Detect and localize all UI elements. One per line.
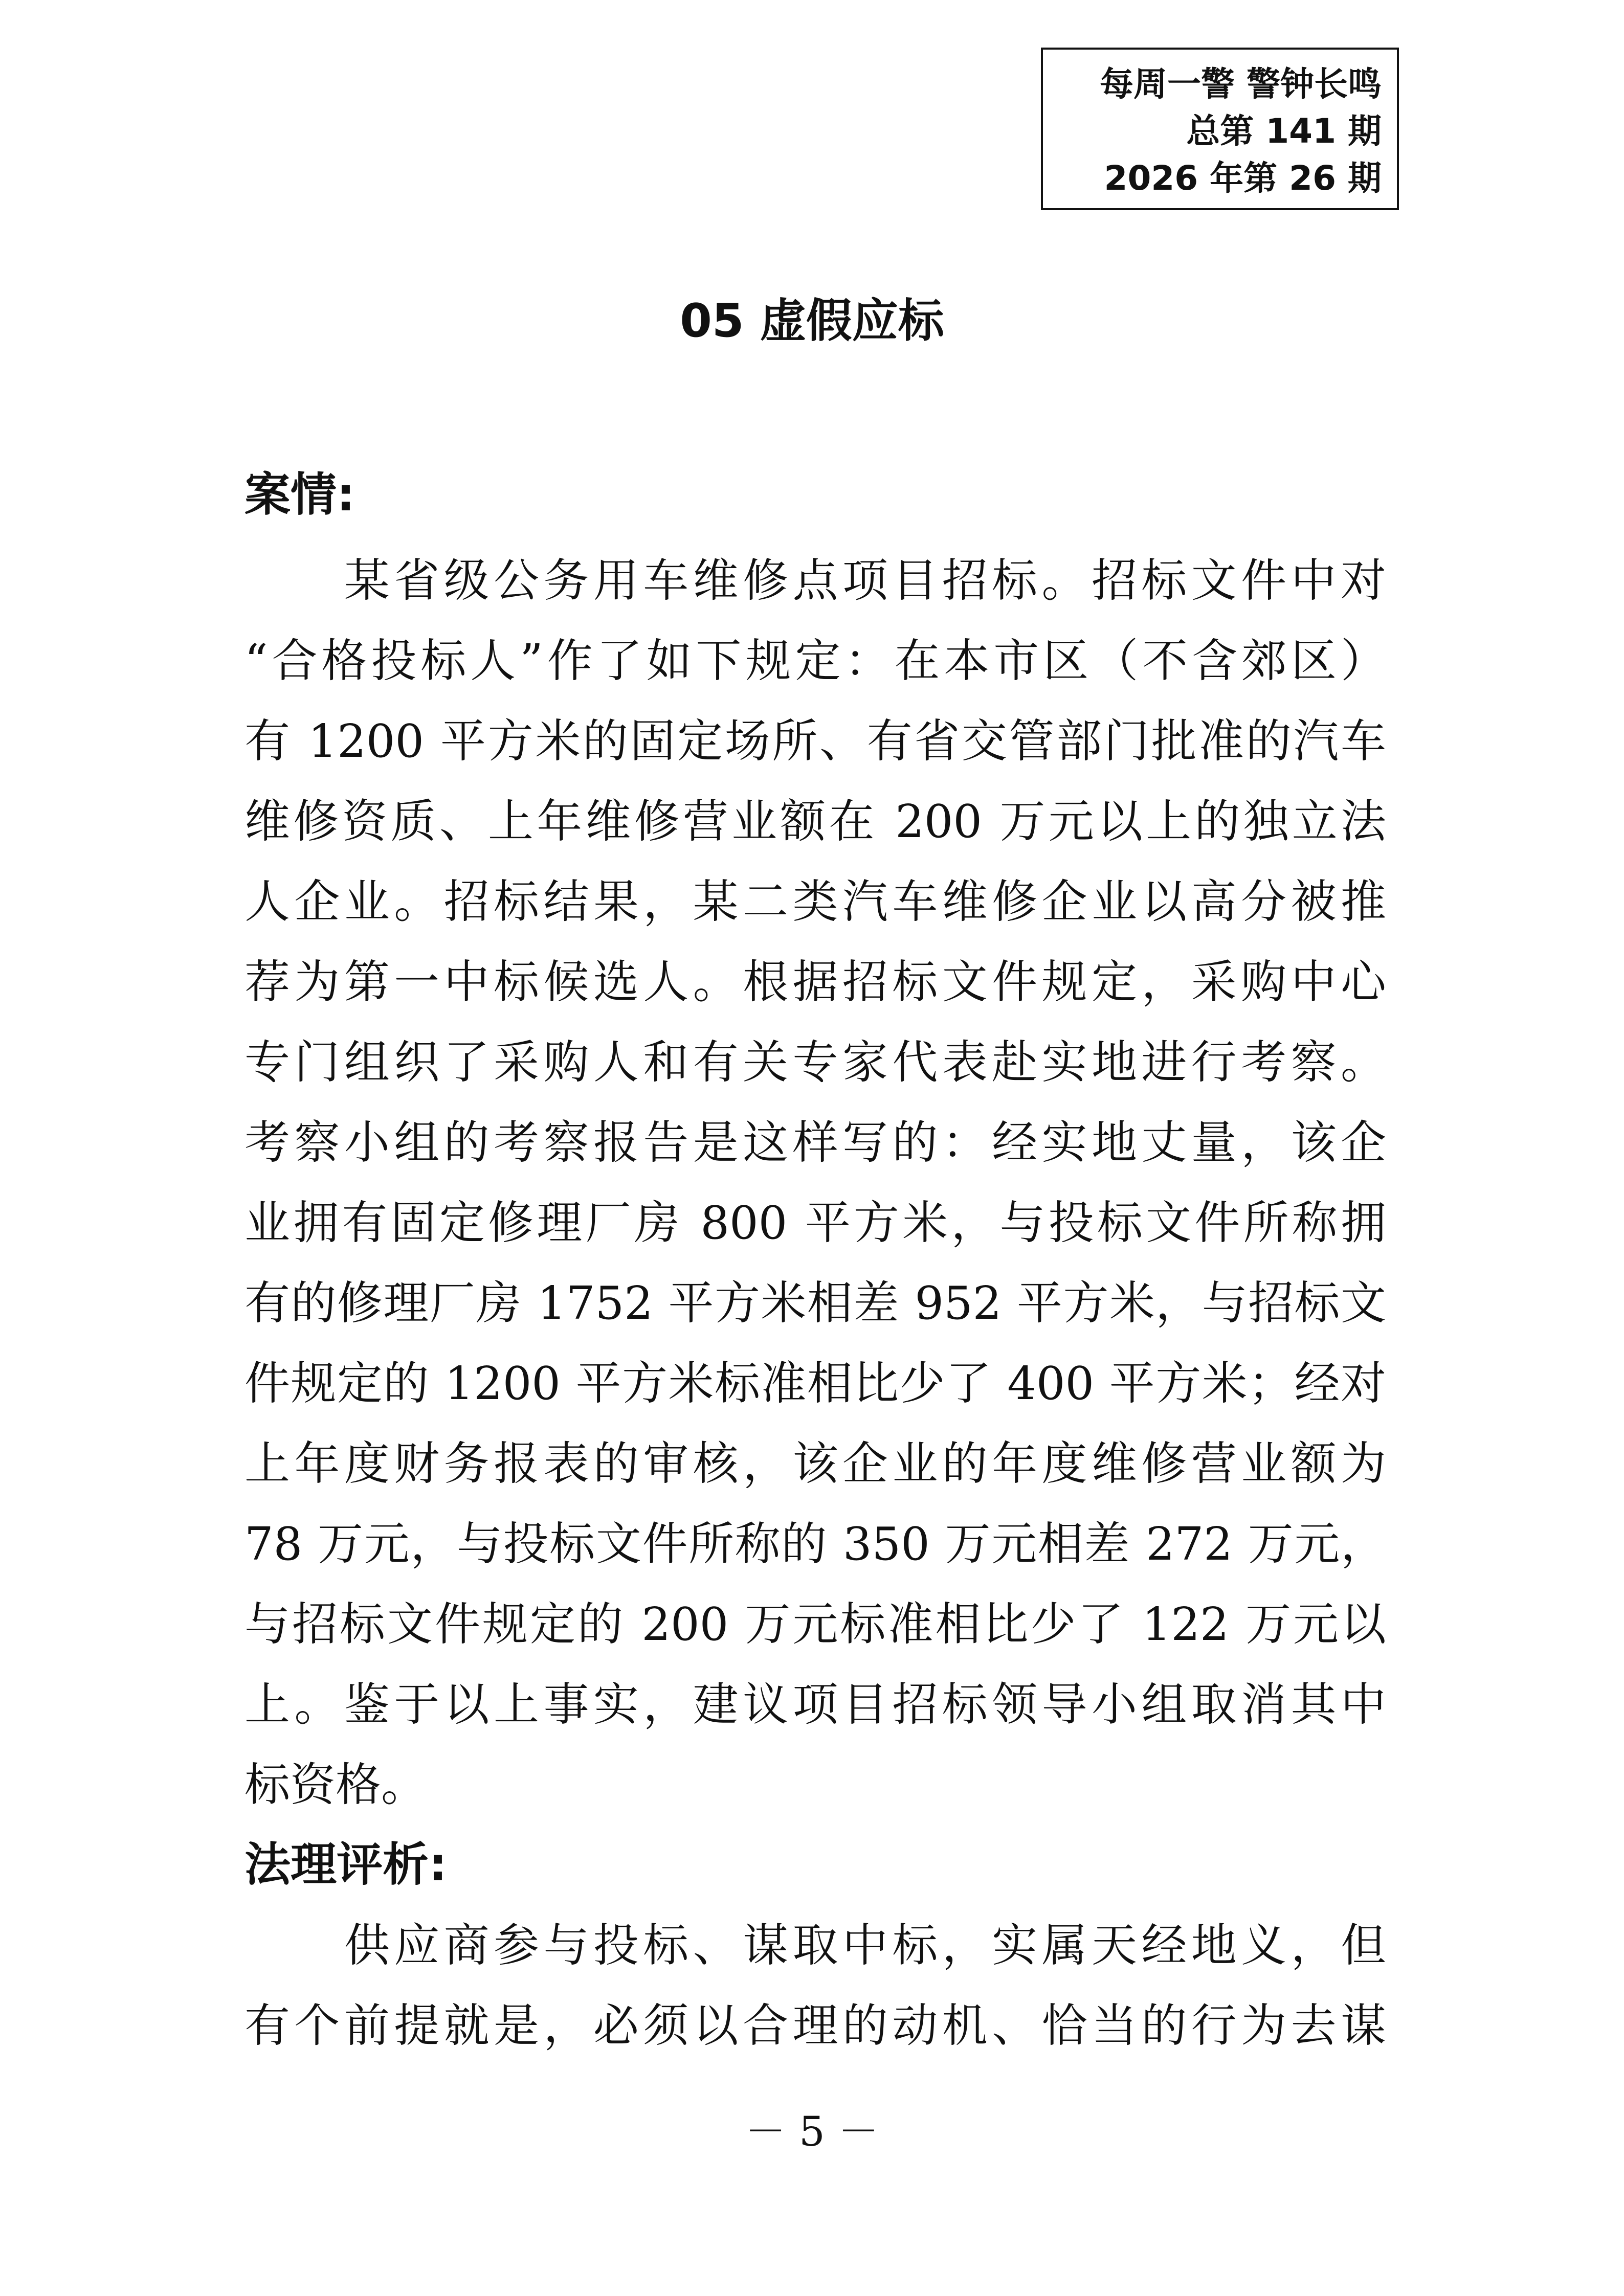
case-line: 业拥有固定修理厂房 800 平方米，与投标文件所称拥	[244, 1196, 1386, 1249]
page-number: － 5 －	[745, 2108, 879, 2155]
case-line: 考察小组的考察报告是这样写的：经实地丈量，该企	[244, 1116, 1386, 1169]
issue-info-box	[1041, 48, 1399, 210]
analysis-line: 供应商参与投标、谋取中标，实属天经地义，但	[244, 1919, 1386, 1972]
case-line: 上。鉴于以上事实，建议项目招标领导小组取消其中	[244, 1678, 1386, 1731]
total-issue-label: 总第 141 期	[1186, 111, 1382, 151]
case-line: 维修资质、上年维修营业额在 200 万元以上的独立法	[244, 795, 1386, 848]
case-line: 有的修理厂房 1752 平方米相差 952 平方米，与招标文	[244, 1276, 1386, 1330]
case-line: “合格投标人”作了如下规定：在本市区（不含郊区）	[244, 634, 1386, 687]
analysis-line: 有个前提就是，必须以合理的动机、恰当的行为去谋	[244, 1999, 1386, 2052]
article-title: 05 虚假应标	[680, 294, 944, 348]
case-heading: 案情:	[244, 468, 355, 522]
case-line: 与招标文件规定的 200 万元标准相比少了 122 万元以	[244, 1597, 1386, 1651]
case-line: 人企业。招标结果，某二类汽车维修企业以高分被推	[244, 875, 1386, 928]
case-line: 荐为第一中标候选人。根据招标文件规定，采购中心	[244, 955, 1386, 1008]
analysis-heading: 法理评析:	[244, 1838, 447, 1892]
case-line: 专门组织了采购人和有关专家代表赴实地进行考察。	[244, 1036, 1386, 1089]
case-line: 件规定的 1200 平方米标准相比少了 400 平方米；经对	[244, 1357, 1386, 1410]
case-line: 某省级公务用车维修点项目招标。招标文件中对	[244, 554, 1386, 607]
case-line: 78 万元，与投标文件所称的 350 万元相差 272 万元，	[244, 1517, 1386, 1570]
year-issue-label: 2026 年第 26 期	[1104, 159, 1382, 198]
case-line: 有 1200 平方米的固定场所、有省交管部门批准的汽车	[244, 714, 1386, 768]
case-line: 上年度财务报表的审核，该企业的年度维修营业额为	[244, 1437, 1386, 1490]
case-line: 标资格。	[244, 1758, 427, 1811]
series-label: 每周一警 警钟长鸣	[1100, 64, 1382, 104]
